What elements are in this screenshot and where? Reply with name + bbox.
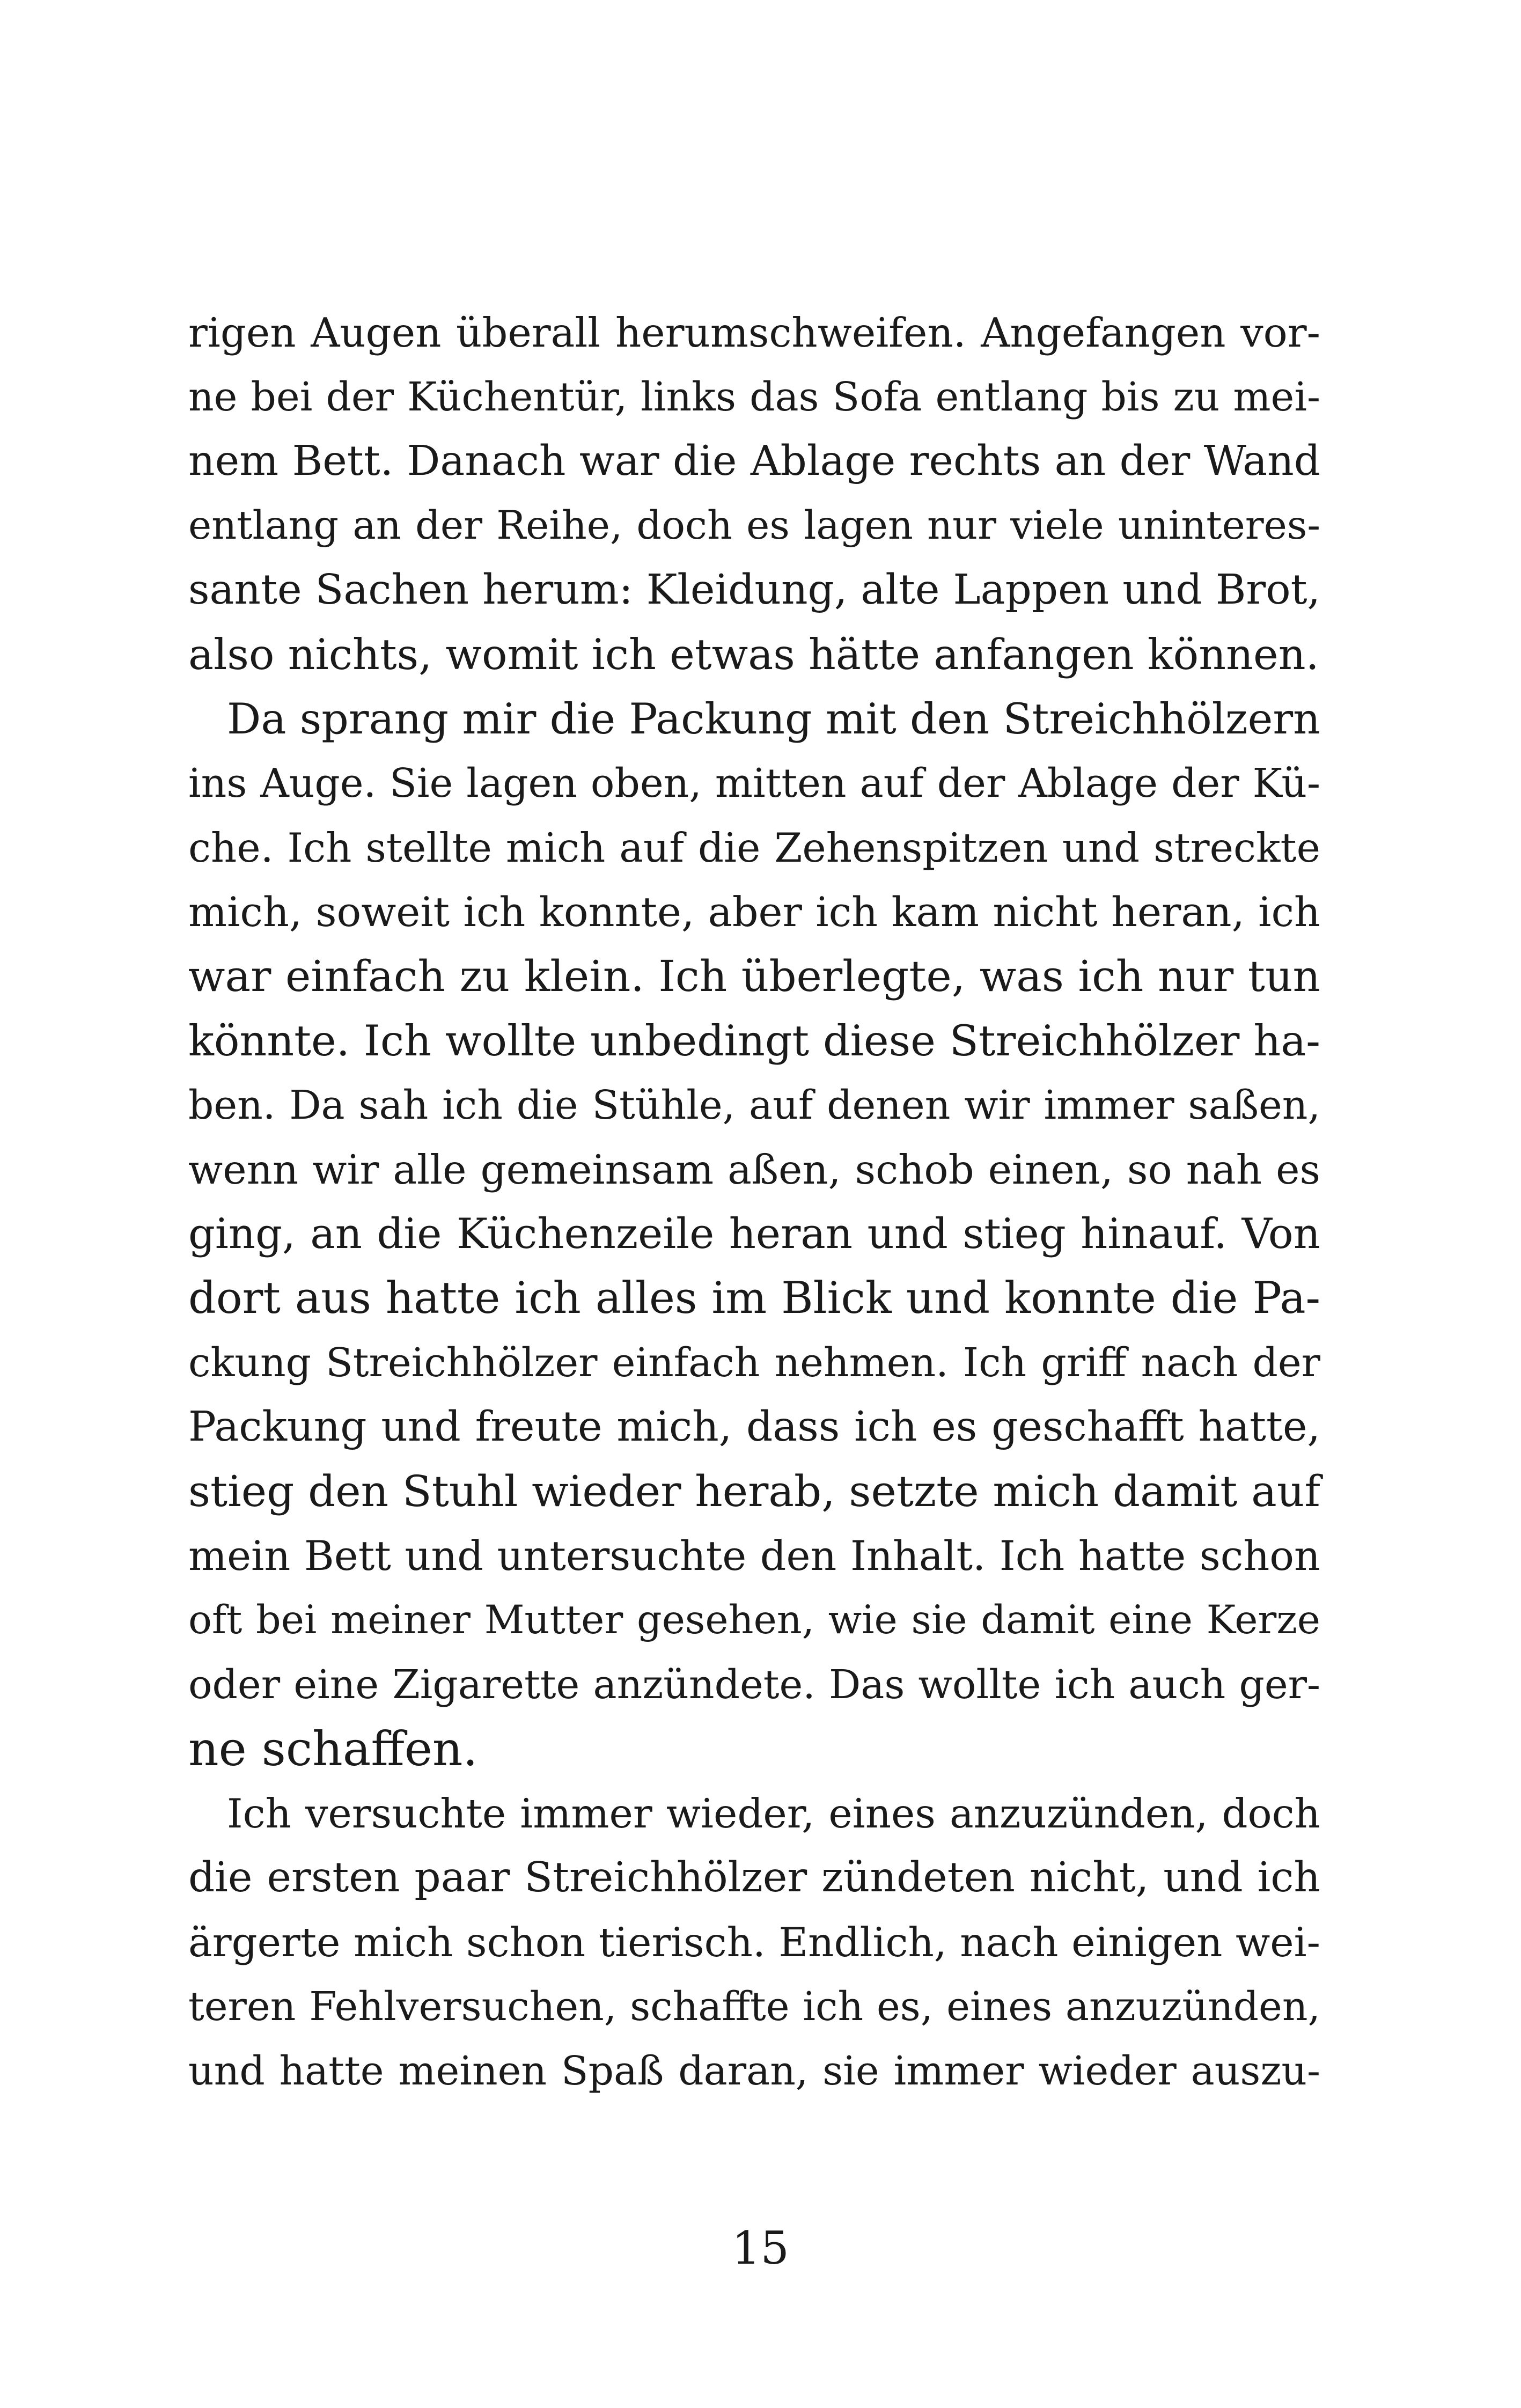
- text-line: wenn wir alle gemeinsam aßen, schob einen, so nah es: [188, 1146, 1320, 1193]
- text-line: rigen Augen überall herumschweifen. Angefangen vor-: [188, 309, 1320, 356]
- text-line: war einfach zu klein. Ich überlegte, was ich nur tun: [188, 951, 1320, 1001]
- text-line: ärgerte mich schon tierisch. Endlich, nach einigen wei-: [188, 1919, 1320, 1966]
- text-line: ne schaffen.: [188, 1721, 478, 1776]
- text-line: und hatte meinen Spaß daran, sie immer wieder auszu-: [188, 2048, 1320, 2094]
- text-line: ging, an die Küchenzeile heran und stieg hinauf. Von: [188, 1210, 1320, 1258]
- paragraph: [188, 1781, 1320, 2103]
- text-line: die ersten paar Streichhölzer zündeten nicht, und ich: [188, 1854, 1320, 1902]
- text-line: Da sprang mir die Packung mit den Streichhölzern: [227, 694, 1320, 744]
- text-line: ckung Streichhölzer einfach nehmen. Ich griff nach der: [188, 1340, 1320, 1386]
- text-line: oft bei meiner Mutter gesehen, wie sie damit eine Kerze: [188, 1597, 1320, 1643]
- text-line: entlang an der Reihe, doch es lagen nur viele uninteres-: [188, 503, 1320, 548]
- text-line: könnte. Ich wollte unbedingt diese Streichhölzer ha-: [188, 1016, 1320, 1066]
- text-line: ne bei der Küchentür, links das Sofa entlang bis zu mei-: [188, 374, 1320, 420]
- text-line: Ich versuchte immer wieder, eines anzuzünden, doch: [227, 1790, 1320, 1837]
- text-line: mich, soweit ich konnte, aber ich kam nicht heran, ich: [188, 888, 1320, 936]
- text-line: ben. Da sah ich die Stühle, auf denen wir immer saßen,: [188, 1082, 1320, 1128]
- text-line: oder eine Zigarette anzündete. Das wollte ich auch ger-: [188, 1662, 1320, 1708]
- text-line: stieg den Stuhl wieder herab, setzte mich damit auf: [188, 1466, 1320, 1516]
- page-number: 15: [732, 2222, 789, 2274]
- text-line: nem Bett. Danach war die Ablage rechts an der Wand: [188, 437, 1320, 485]
- text-line: ins Auge. Sie lagen oben, mitten auf der Ablage der Kü-: [188, 760, 1320, 806]
- text-line: che. Ich stellte mich auf die Zehenspitzen und streckte: [188, 824, 1320, 871]
- text-line: teren Fehlversuchen, schaffte ich es, eines anzuzünden,: [188, 1984, 1320, 2030]
- text-line: also nichts, womit ich etwas hätte anfangen können.: [188, 630, 1319, 679]
- text-line: mein Bett und untersuchte den Inhalt. Ich hatte schon: [188, 1532, 1320, 1580]
- body-text: [188, 300, 1320, 2103]
- text-line: dort aus hatte ich alles im Blick und konnte die Pa-: [188, 1273, 1320, 1324]
- paragraph: [188, 300, 1320, 687]
- text-line: sante Sachen herum: Kleidung, alte Lappen und Brot,: [188, 566, 1320, 614]
- paragraph: [188, 687, 1320, 1781]
- text-line: Packung und freute mich, dass ich es geschafft hatte,: [188, 1403, 1320, 1451]
